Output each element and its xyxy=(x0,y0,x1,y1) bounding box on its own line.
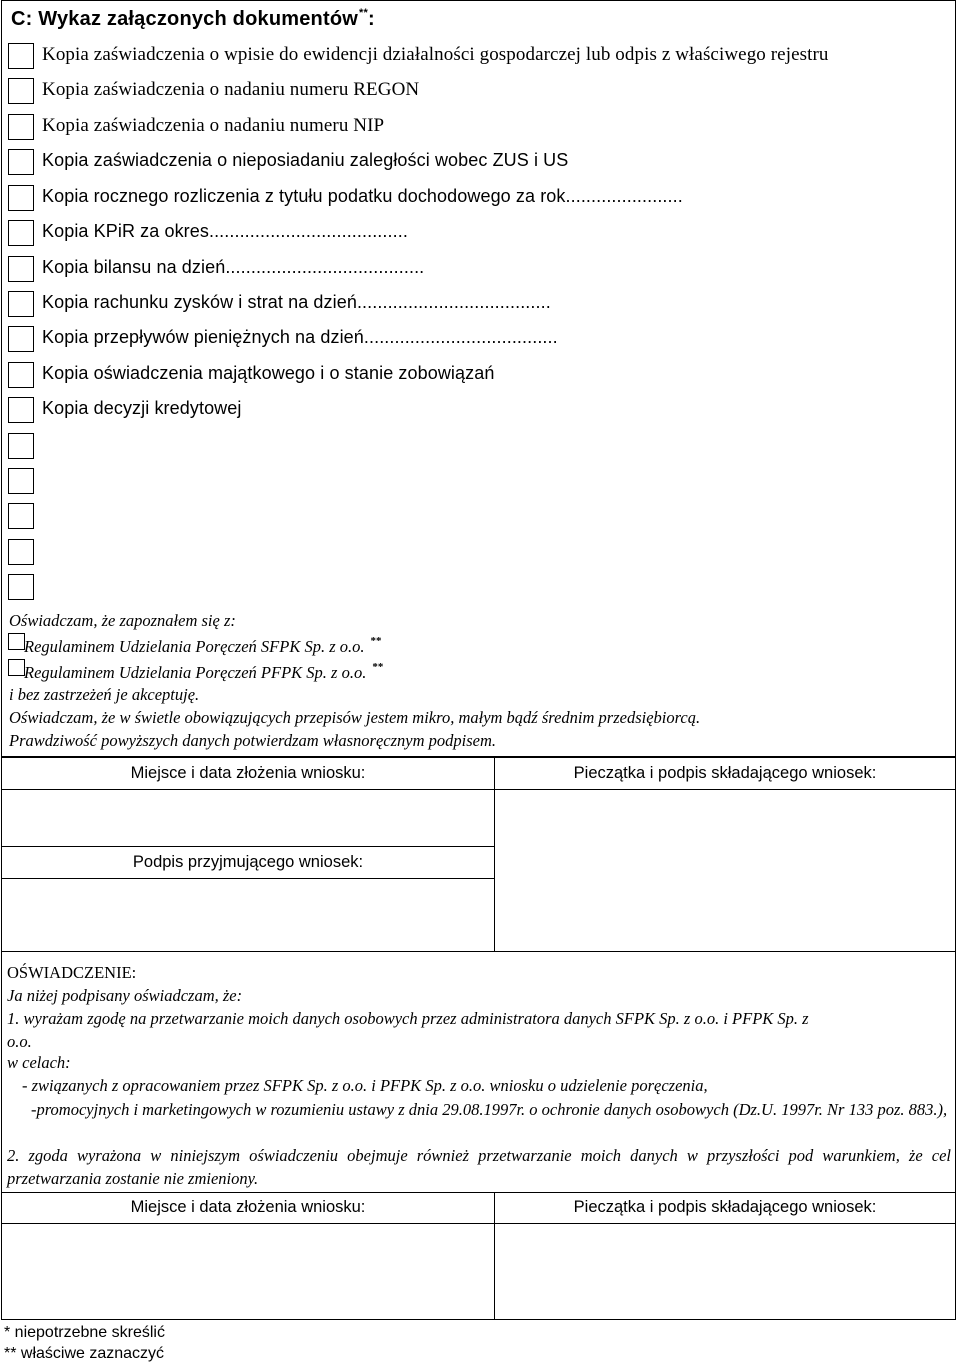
document-checkbox[interactable] xyxy=(8,291,34,317)
consent-heading: OŚWIADCZENIE: xyxy=(7,963,137,982)
document-label: Kopia bilansu na dzień....................................... xyxy=(42,257,425,277)
stamp-signature-label: Pieczątka i podpis składającego wniosek: xyxy=(573,764,877,782)
document-label: Kopia zaświadczenia o wpisie do ewidencji działalności gospodarczej lub odpis z właściwego rejestru xyxy=(42,44,829,65)
place-date-header-2 xyxy=(1,1192,495,1224)
document-checkbox[interactable] xyxy=(8,326,34,352)
document-item xyxy=(8,291,948,321)
section-title: C: Wykaz załączonych dokumentów**: xyxy=(11,7,375,30)
document-label: Kopia zaświadczenia o nadaniu numeru NIP xyxy=(42,115,385,136)
document-item-empty xyxy=(8,539,948,569)
document-item xyxy=(8,114,948,144)
enterprise-declaration: Oświadczam, że w świetle obowiązujących przepisów jestem mikro, małym bądź średnim przedsiębiorcą. xyxy=(9,708,701,727)
document-item-empty xyxy=(8,503,948,533)
place-date-field[interactable] xyxy=(1,789,495,847)
receiver-label: Podpis przyjmującego wniosek: xyxy=(132,853,364,871)
place-date-label: Miejsce i data złożenia wniosku: xyxy=(130,764,366,782)
truth-declaration: Prawdziwość powyższych danych potwierdzam własnoręcznym podpisem. xyxy=(9,731,497,750)
document-item xyxy=(8,397,948,427)
document-label: Kopia rachunku zysków i strat na dzień...................................... xyxy=(42,292,551,312)
document-item xyxy=(8,220,948,250)
regulation-pfpk-checkbox[interactable] xyxy=(8,659,25,676)
document-checkbox[interactable] xyxy=(8,256,34,282)
consent-purposes: w celach: xyxy=(7,1053,71,1072)
document-label: Kopia oświadczenia majątkowego i o stanie zobowiązań xyxy=(42,363,495,383)
document-item-empty xyxy=(8,468,948,498)
documents-section xyxy=(1,0,956,757)
document-checkbox[interactable] xyxy=(8,397,34,423)
document-item xyxy=(8,43,948,73)
stamp-signature-header xyxy=(494,757,956,790)
regulation-sfpk-label: Regulaminem Udzielania Poręczeń SFPK Sp. z o.o. ** xyxy=(24,635,382,656)
document-checkbox[interactable] xyxy=(8,149,34,175)
document-checkbox[interactable] xyxy=(8,185,34,211)
regulation-sfpk-checkbox[interactable] xyxy=(8,633,25,650)
document-item xyxy=(8,362,948,392)
document-checkbox[interactable] xyxy=(8,78,34,104)
document-checkbox[interactable] xyxy=(8,468,34,494)
document-label: Kopia decyzji kredytowej xyxy=(42,398,242,418)
document-checkbox[interactable] xyxy=(8,574,34,600)
document-checkbox[interactable] xyxy=(8,503,34,529)
document-item xyxy=(8,149,948,179)
footnote-strike: * niepotrzebne skreślić xyxy=(4,1324,165,1341)
document-label: Kopia zaświadczenia o nieposiadaniu zaległości wobec ZUS i US xyxy=(42,150,569,170)
receiver-signature-field[interactable] xyxy=(1,878,495,952)
stamp-signature-field[interactable] xyxy=(494,789,956,952)
document-checkbox[interactable] xyxy=(8,220,34,246)
place-date-header xyxy=(1,757,495,790)
acceptance-text: i bez zastrzeżeń je akceptuję. xyxy=(9,685,200,704)
place-date-label-2: Miejsce i data złożenia wniosku: xyxy=(130,1198,366,1216)
stamp-signature-field-2[interactable] xyxy=(494,1223,956,1320)
stamp-signature-label-2: Pieczątka i podpis składającego wniosek: xyxy=(573,1198,877,1216)
regulation-pfpk-label: Regulaminem Udzielania Poręczeń PFPK Sp. z o.o. ** xyxy=(24,661,384,682)
consent-purpose-2: -promocyjnych i marketingowych w rozumieniu ustawy z dnia 29.08.1997r. o ochronie danych osobowych (Dz.U. 1997r. Nr 133 poz. 883.), xyxy=(31,1100,948,1119)
document-item xyxy=(8,256,948,286)
document-checkbox[interactable] xyxy=(8,114,34,140)
declaration-intro: Oświadczam, że zapoznałem się z: xyxy=(9,611,236,630)
stamp-signature-header-2 xyxy=(494,1192,956,1224)
consent-point-1: 1. wyrażam zgodę na przetwarzanie moich danych osobowych przez administratora danych SFPK Sp. z o.o. i PFPK Sp. z xyxy=(7,1009,809,1028)
consent-intro: Ja niżej podpisany oświadczam, że: xyxy=(7,986,243,1005)
document-label: Kopia KPiR za okres....................................... xyxy=(42,221,408,241)
document-item xyxy=(8,185,948,215)
document-item xyxy=(8,78,948,108)
consent-point-2: 2. zgoda wyrażona w niniejszym oświadczeniu obejmuje również przetwarzanie moich danych w przyszłości pod warunkiem, że cel przetwarzania zostanie nie zmieniony. xyxy=(7,1146,951,1188)
document-item-empty xyxy=(8,574,948,604)
document-checkbox[interactable] xyxy=(8,362,34,388)
consent-point-1-cont: o.o. xyxy=(7,1032,32,1051)
document-item-empty xyxy=(8,433,948,463)
document-label: Kopia zaświadczenia o nadaniu numeru REGON xyxy=(42,79,420,100)
receiver-header xyxy=(1,846,495,879)
document-label: Kopia rocznego rozliczenia z tytułu podatku dochodowego za rok....................... xyxy=(42,186,683,206)
consent-purpose-1: - związanych z opracowaniem przez SFPK Sp. z o.o. i PFPK Sp. z o.o. wniosku o udzielenie poręczenia, xyxy=(22,1076,708,1095)
document-item xyxy=(8,326,948,356)
document-label: Kopia przepływów pieniężnych na dzień...................................... xyxy=(42,327,558,347)
footnote-mark: ** właściwe zaznaczyć xyxy=(4,1345,165,1362)
document-checkbox[interactable] xyxy=(8,43,34,69)
place-date-field-2[interactable] xyxy=(1,1223,495,1320)
document-checkbox[interactable] xyxy=(8,539,34,565)
document-checkbox[interactable] xyxy=(8,433,34,459)
